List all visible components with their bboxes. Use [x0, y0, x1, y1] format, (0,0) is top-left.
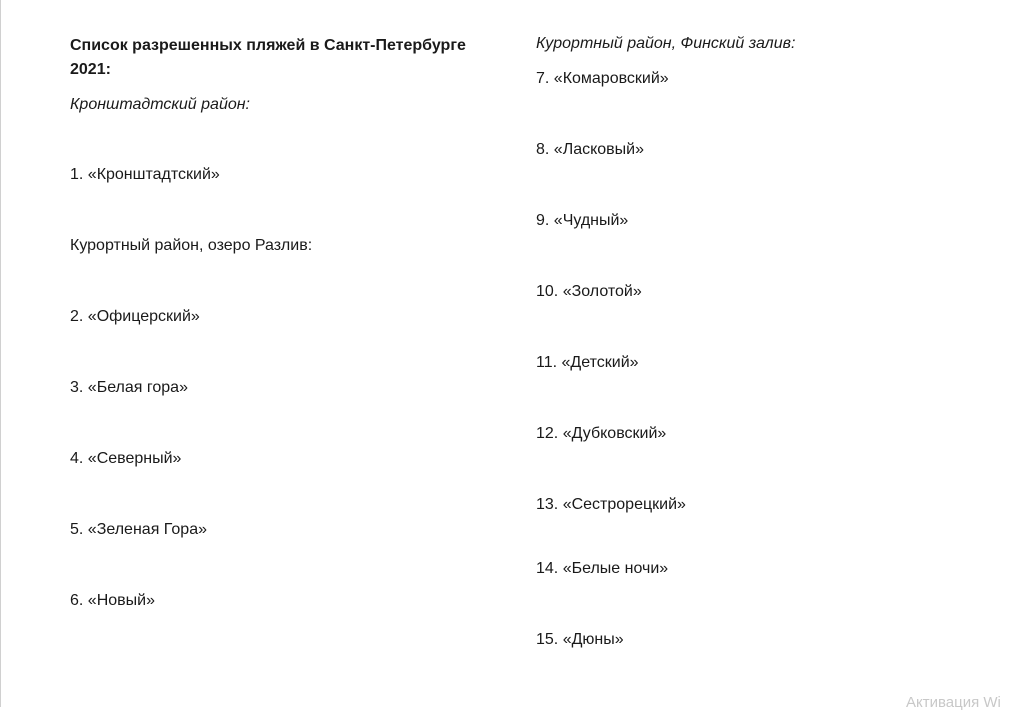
list-item-beach-1: 1. «Кронштадтский»: [70, 166, 220, 183]
list-item-beach-5: 5. «Зеленая Гора»: [70, 521, 207, 538]
list-item-beach-7: 7. «Комаровский»: [536, 70, 669, 87]
section-heading-gulf: Курортный район, Финский залив:: [536, 35, 796, 52]
list-item-beach-10: 10. «Золотой»: [536, 283, 642, 300]
list-item-beach-12: 12. «Дубковский»: [536, 425, 667, 442]
section-heading-razliv: Курортный район, озеро Разлив:: [70, 237, 313, 254]
list-item-beach-9: 9. «Чудный»: [536, 212, 629, 229]
list-item-beach-15: 15. «Дюны»: [536, 631, 624, 648]
page-left-edge: [0, 0, 1, 707]
document-title: Список разрешенных пляжей в Санкт-Петербурге 2021:: [70, 37, 466, 78]
list-item-beach-6: 6. «Новый»: [70, 592, 155, 609]
list-item-beach-13: 13. «Сестрорецкий»: [536, 496, 686, 513]
windows-activation-watermark: Активация Wi: [906, 694, 1001, 711]
list-item-beach-3: 3. «Белая гора»: [70, 379, 188, 396]
list-item-beach-14: 14. «Белые ночи»: [536, 560, 669, 577]
list-item-beach-4: 4. «Северный»: [70, 450, 182, 467]
list-item-beach-8: 8. «Ласковый»: [536, 141, 644, 158]
section-heading-kronshtadt: Кронштадтский район:: [70, 96, 250, 113]
list-item-beach-11: 11. «Детский»: [536, 354, 639, 371]
list-item-beach-2: 2. «Офицерский»: [70, 308, 200, 325]
